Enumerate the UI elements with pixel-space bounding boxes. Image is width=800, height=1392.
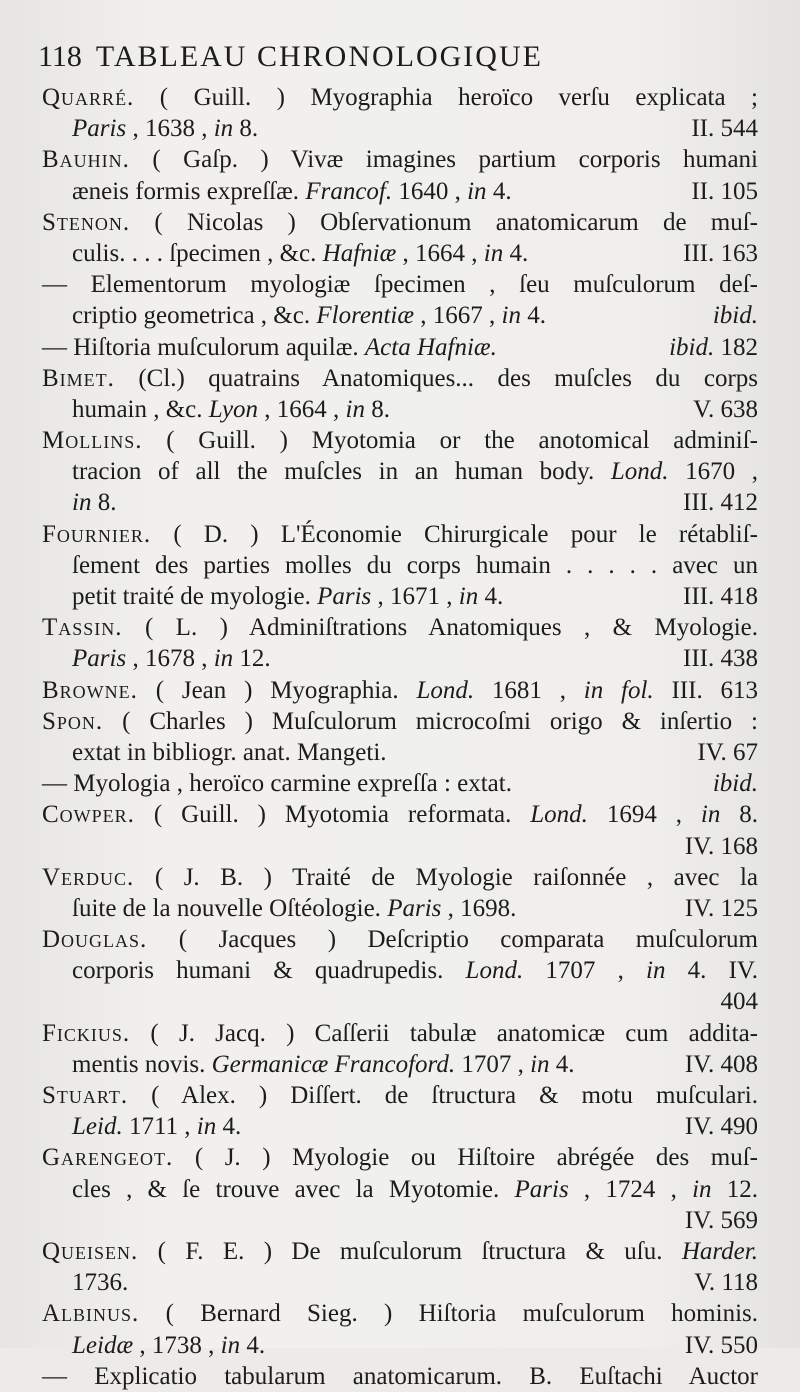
text-run: 1707 , <box>523 957 647 985</box>
text-run: in <box>72 489 92 517</box>
text-run: , 1724 , <box>568 1175 693 1203</box>
text-line <box>42 1049 758 1080</box>
text-run: IV. 408 <box>684 1050 758 1078</box>
text-run: in fol. <box>583 676 654 704</box>
text-line <box>42 300 758 331</box>
text-run: 1681 , <box>474 676 584 704</box>
text-run: ( F. E. ) De muſculorum ſtructura & uſu. <box>138 1237 682 1265</box>
text-run: 4. <box>216 1113 242 1141</box>
text-run: 4. <box>240 1331 266 1359</box>
text-run: , 1698. <box>441 894 517 922</box>
text-run: , 1667 , <box>414 302 502 330</box>
text-line <box>42 1361 758 1392</box>
citation-text <box>72 581 503 612</box>
volume-page-ref <box>685 1049 758 1080</box>
text-run: Lond. <box>416 676 475 704</box>
text-run: ( Alex. ) Diſſert. de ſtructura & motu muſculari. <box>128 1082 758 1109</box>
text-run: Germanicæ Francoford. <box>211 1050 456 1078</box>
text-line <box>42 1330 758 1361</box>
text-line <box>42 737 758 768</box>
text-line <box>42 238 758 269</box>
text-run: 1707 , <box>455 1050 531 1078</box>
text-line <box>42 643 758 674</box>
text-run: ( Jacques ) Deſcriptio comparata muſculorum <box>147 926 758 954</box>
volume-page-ref <box>669 332 758 363</box>
text-line <box>42 675 758 706</box>
text-run: 4. <box>503 239 529 267</box>
text-run: ( J. Jacq. ) Caſſerii tabulæ anatomicæ cum addita- <box>130 1019 758 1047</box>
text-run: culis. . . . ſpecimen , &c. <box>72 239 323 267</box>
text-run: 1694 , <box>587 801 701 829</box>
author-name: Stuart. <box>42 1082 129 1109</box>
text-run: ibid. <box>712 302 758 330</box>
text-run: — Hiſtoria muſculorum aquilæ. <box>42 333 365 361</box>
text-run: III. 613 <box>653 676 759 704</box>
text-line <box>42 1018 758 1049</box>
text-run: — Myologia , heroïco carmine expreſſa : extat. <box>42 770 512 798</box>
text-run: III. 418 <box>683 583 758 610</box>
citation-text <box>72 238 528 269</box>
text-run: corporis humani & quadrupedis. <box>72 957 466 985</box>
text-line <box>42 113 758 144</box>
text-run: Leid. <box>72 1113 123 1141</box>
text-run: 4. <box>486 177 512 205</box>
text-line <box>42 581 758 612</box>
citation-text <box>72 737 387 768</box>
citation-text <box>72 1049 575 1080</box>
text-run: 1711 , <box>122 1113 197 1141</box>
text-line <box>42 1236 758 1267</box>
text-run: Lond. <box>610 458 669 486</box>
text-line <box>42 144 758 175</box>
text-run: ( J. B. ) Traité de Myologie raiſonnée , avec la <box>134 863 758 891</box>
text-line <box>42 394 758 425</box>
text-run: in <box>700 801 721 829</box>
text-run: æneis formis expreſſæ. <box>72 177 306 205</box>
text-run: in <box>213 115 234 143</box>
text-run: in <box>530 1050 550 1078</box>
text-line <box>42 768 758 799</box>
volume-page-ref <box>685 1330 758 1361</box>
text-line <box>42 1111 758 1142</box>
author-name: Queisen. <box>42 1237 139 1265</box>
text-run: ibid. <box>669 333 715 361</box>
text-line <box>42 456 758 487</box>
text-run: Paris <box>387 894 442 922</box>
text-line <box>42 893 758 924</box>
citation-text <box>72 113 258 144</box>
text-line <box>42 1205 758 1236</box>
citation-text <box>72 300 546 331</box>
text-run: V. 638 <box>693 395 758 423</box>
text-run: II. 105 <box>691 177 758 205</box>
volume-page-ref <box>713 768 758 799</box>
text-run: 182 <box>714 333 758 361</box>
text-run: 8. <box>91 489 117 517</box>
text-line <box>42 706 758 737</box>
text-run: , 1738 , <box>133 1331 221 1359</box>
text-run: Leidæ <box>72 1331 134 1359</box>
author-name: Fournier. <box>42 520 152 548</box>
text-run: ſuite de la nouvelle Oſtéologie. <box>72 894 388 922</box>
text-run: extat in bibliogr. anat. Mangeti. <box>72 738 387 766</box>
text-line <box>42 1080 758 1111</box>
text-line <box>42 176 758 207</box>
text-line <box>42 269 758 300</box>
text-run: 404 <box>720 988 758 1016</box>
text-run: Acta Hafniæ. <box>364 333 497 361</box>
citation-text <box>72 487 116 518</box>
text-run: 4. <box>549 1050 575 1078</box>
text-run: — Explicatio tabularum anatomicarum. B. Euſtachi Auctor <box>42 1362 758 1390</box>
text-line <box>42 487 758 518</box>
text-run: ( Guill. ) Myographia heroïco verſu explicata ; <box>134 84 758 111</box>
text-run: III. 438 <box>683 645 758 673</box>
text-run: ( Charles ) Muſculorum microcoſmi origo & inſertio : <box>103 707 758 735</box>
text-line <box>42 955 758 986</box>
text-line <box>42 986 758 1017</box>
text-run: 4. <box>521 302 546 330</box>
text-run: Lond. <box>530 801 588 829</box>
text-run: mentis novis. <box>72 1050 212 1078</box>
text-run: 12. <box>233 645 271 673</box>
text-line <box>42 332 758 363</box>
text-line <box>42 1267 758 1298</box>
volume-page-ref <box>683 643 758 674</box>
text-line <box>42 924 758 955</box>
text-line <box>42 612 758 643</box>
text-run: II. 544 <box>691 115 758 143</box>
text-line <box>42 519 758 550</box>
text-run: Paris <box>72 115 127 143</box>
text-run: in <box>345 395 365 423</box>
text-run: ( L. ) Adminiſtrations Anatomiques , & Myologie. <box>122 614 758 642</box>
text-run: , 1664 , <box>258 395 346 423</box>
text-run: Florentiæ <box>316 302 415 330</box>
text-line <box>42 207 758 238</box>
text-line <box>42 550 758 581</box>
text-run: IV. 168 <box>684 832 758 860</box>
volume-page-ref <box>693 394 758 425</box>
text-run: in <box>196 1113 217 1141</box>
text-run: 12. <box>711 1175 759 1203</box>
text-run: in <box>220 1331 241 1359</box>
text-line <box>42 82 758 113</box>
text-run: 4. IV. <box>665 957 758 985</box>
text-line <box>42 1174 758 1205</box>
author-name: Bimet. <box>42 364 115 392</box>
text-run: 8. <box>720 801 759 829</box>
citation-text <box>72 1330 265 1361</box>
text-run: III. 163 <box>683 239 758 267</box>
text-run: in <box>692 1175 712 1203</box>
author-name: Verduc. <box>42 863 135 891</box>
text-run: ( Jean ) Myographia. <box>137 676 417 704</box>
text-run: in <box>483 239 504 267</box>
author-name: Quarré. <box>42 84 135 111</box>
author-name: Fickius. <box>42 1019 131 1047</box>
text-run: ( D. ) L'Économie Chirurgicale pour le rétabliſ- <box>151 520 758 548</box>
citation-text <box>72 1111 241 1142</box>
author-name: Douglas. <box>42 926 148 954</box>
page-title: TABLEAU CHRONOLOGIQUE <box>95 40 543 73</box>
text-run: Paris <box>317 583 372 610</box>
text-run: 8. <box>365 395 390 423</box>
text-run: ( Guill. ) Myotomia or the anotomical adminiſ- <box>142 427 758 455</box>
text-run: ( Gaſp. ) Vivæ imagines partium corporis humani <box>129 146 758 174</box>
text-run: in <box>458 583 479 610</box>
text-line <box>42 862 758 893</box>
text-run: Hafniæ <box>322 239 397 267</box>
text-run: (Cl.) quatrains Anatomiques... des muſcles du corps <box>114 364 758 392</box>
text-run: in <box>646 957 666 985</box>
text-line <box>42 799 758 830</box>
citation-text <box>42 768 512 799</box>
citation-text <box>42 332 497 363</box>
text-run: cles , & ſe trouve avec la Myotomie. <box>72 1175 515 1203</box>
text-run: 1670 , <box>668 458 759 486</box>
author-name: Tassin. <box>42 614 123 642</box>
text-run: Paris <box>72 645 127 673</box>
text-run: humain , &c. <box>72 395 209 423</box>
volume-page-ref <box>683 238 758 269</box>
author-name: Bauhin. <box>42 146 130 174</box>
bibliography-text <box>42 82 758 1392</box>
text-run: , 1664 , <box>396 239 484 267</box>
author-name: Garengeot. <box>42 1144 174 1172</box>
text-line <box>42 831 758 862</box>
author-name: Browne. <box>42 676 138 704</box>
text-run: IV. 125 <box>684 894 758 922</box>
text-run: , 1678 , <box>126 645 214 673</box>
volume-page-ref <box>683 581 758 612</box>
author-name: Albinus. <box>42 1300 140 1328</box>
text-run: 1736. <box>72 1269 129 1297</box>
text-run: Lond. <box>465 957 524 985</box>
text-run: IV. 490 <box>684 1113 758 1141</box>
text-run: ( Bernard Sieg. ) Hiſtoria muſculorum hominis. <box>139 1300 758 1328</box>
text-run: petit traité de myologie. <box>72 583 318 610</box>
author-name: Stenon. <box>42 208 131 236</box>
text-run: tracion of all the muſcles in an human body. <box>72 458 611 486</box>
volume-page-ref <box>694 1267 758 1298</box>
text-line <box>42 363 758 394</box>
citation-text <box>72 176 512 207</box>
author-name: Spon. <box>42 707 104 735</box>
text-run: ( Guill. ) Myotomia reformata. <box>134 801 531 829</box>
citation-text <box>72 1267 128 1298</box>
volume-page-ref <box>691 176 758 207</box>
text-line <box>42 1142 758 1173</box>
citation-text <box>72 394 390 425</box>
text-run: ibid. <box>712 770 758 798</box>
volume-page-ref <box>697 737 758 768</box>
text-line <box>42 1298 758 1329</box>
text-run: ſement des parties molles du corps humain . . . . . avec un <box>72 551 758 579</box>
text-run: Lyon <box>208 395 259 423</box>
text-run: 1640 , <box>392 177 468 205</box>
text-run: ( J. ) Myologie ou Hiſtoire abrégée des muſ- <box>173 1144 758 1172</box>
volume-page-ref <box>685 1111 758 1142</box>
citation-text <box>72 643 271 674</box>
text-line <box>42 425 758 456</box>
text-run: in <box>213 645 234 673</box>
volume-page-ref <box>713 300 758 331</box>
text-run: IV. 67 <box>697 738 758 766</box>
author-name: Cowper. <box>42 801 135 829</box>
running-header <box>38 40 543 74</box>
text-run: V. 118 <box>694 1269 758 1297</box>
volume-page-ref <box>685 893 758 924</box>
text-run: Paris <box>514 1175 569 1203</box>
volume-page-ref <box>683 487 758 518</box>
volume-page-ref <box>691 113 758 144</box>
text-run: 8. <box>233 115 259 143</box>
text-run: 4. <box>478 583 504 610</box>
page-number: 118 <box>38 40 82 73</box>
author-name: Mollins. <box>42 427 143 455</box>
text-run: in <box>501 302 521 330</box>
text-run: Harder. <box>681 1237 758 1265</box>
text-run: IV. 550 <box>684 1331 758 1359</box>
text-run: ( Nicolas ) Obſervationum anatomicarum de muſ- <box>130 208 758 236</box>
text-run: , 1638 , <box>126 115 214 143</box>
citation-text <box>72 893 516 924</box>
text-run: Francof. <box>305 177 393 205</box>
text-run: IV. 569 <box>684 1206 758 1234</box>
text-run: III. 412 <box>683 489 758 517</box>
text-run: criptio geometrica , &c. <box>72 302 317 330</box>
text-run: — Elementorum myologiæ ſpecimen , ſeu muſculorum deſ- <box>42 271 758 299</box>
text-run: , 1671 , <box>371 583 459 610</box>
text-run: in <box>467 177 487 205</box>
